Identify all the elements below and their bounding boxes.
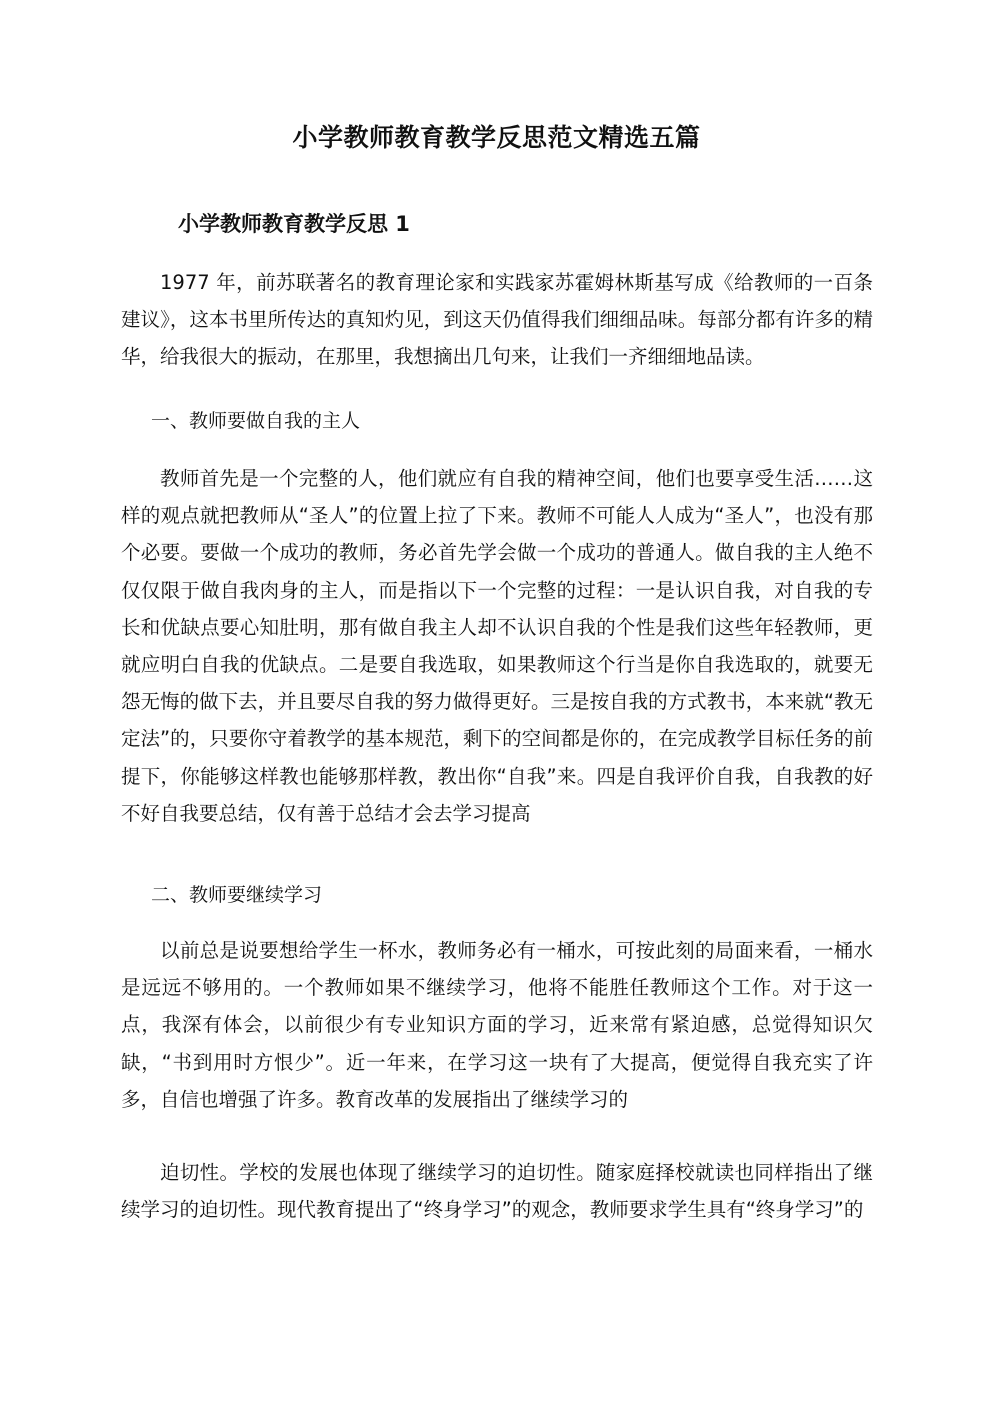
paragraph-continue-learning: 以前总是说要想给学生一杯水，教师务必有一桶水，可按此刻的局面来看，一桶水是远远不够用的。一个教师如果不继续学习，他将不能胜任教师这个工作。对于这一点，我深有体会，以前很少有专业知识方面的学习，近来常有紧迫感，总觉得知识欠缺，“书到用时方恨少”。近一年来，在学习这一块有了大提高，便觉得自我充实了许多，自信也增强了许多。教育改革的发展指出了继续学习的 — [121, 939, 873, 1111]
heading-continue-learning: 二、教师要继续学习 — [151, 884, 323, 906]
paragraph-intro: 1977 年，前苏联著名的教育理论家和实践家苏霍姆林斯基写成《给教师的一百条建议》，这本书里所传达的真知灼见，到这天仍值得我们细细品味。每部分都有许多的精华，给我很大的振动，在那里，我想摘出几句来，让我们一齐细细地品读。 — [121, 271, 873, 369]
heading-be-your-own-master: 一、教师要做自我的主人 — [151, 410, 361, 432]
paragraph-urgency-of-learning: 迫切性。学校的发展也体现了继续学习的迫切性。随家庭择校就读也同样指出了继续学习的迫切性。现代教育提出了“终身学习”的观念，教师要求学生具有“终身学习”的 — [121, 1161, 873, 1222]
paragraph-be-your-own-master: 教师首先是一个完整的人，他们就应有自我的精神空间，他们也要享受生活……这样的观点就把教师从“圣人”的位置上拉了下来。教师不可能人人成为“圣人”，也没有那个必要。要做一个成功的教师，务必首先学会做一个成功的普通人。做自我的主人绝不仅仅限于做自我肉身的主人，而是指以下一个完整的过程：一是认识自我，对自我的专长和优缺点要心知肚明，那有做自我主人却不认识自我的个性是我们这些年轻教师，更就应明白自我的优缺点。二是要自我选取，如果教师这个行当是你自我选取的，就要无怨无悔的做下去，并且要尽自我的努力做得更好。三是按自我的方式教书，本来就“教无定法”的，只要你守着教学的基本规范，剩下的空间都是你的，在完成教学目标任务的前提下，你能够这样教也能够那样教，教出你“自我”来。四是自我评价自我，自我教的好不好自我要总结，仅有善于总结才会去学习提高 — [121, 467, 873, 825]
document-title: 小学教师教育教学反思范文精选五篇 — [292, 123, 701, 152]
section-title: 小学教师教育教学反思 1 — [178, 212, 410, 236]
